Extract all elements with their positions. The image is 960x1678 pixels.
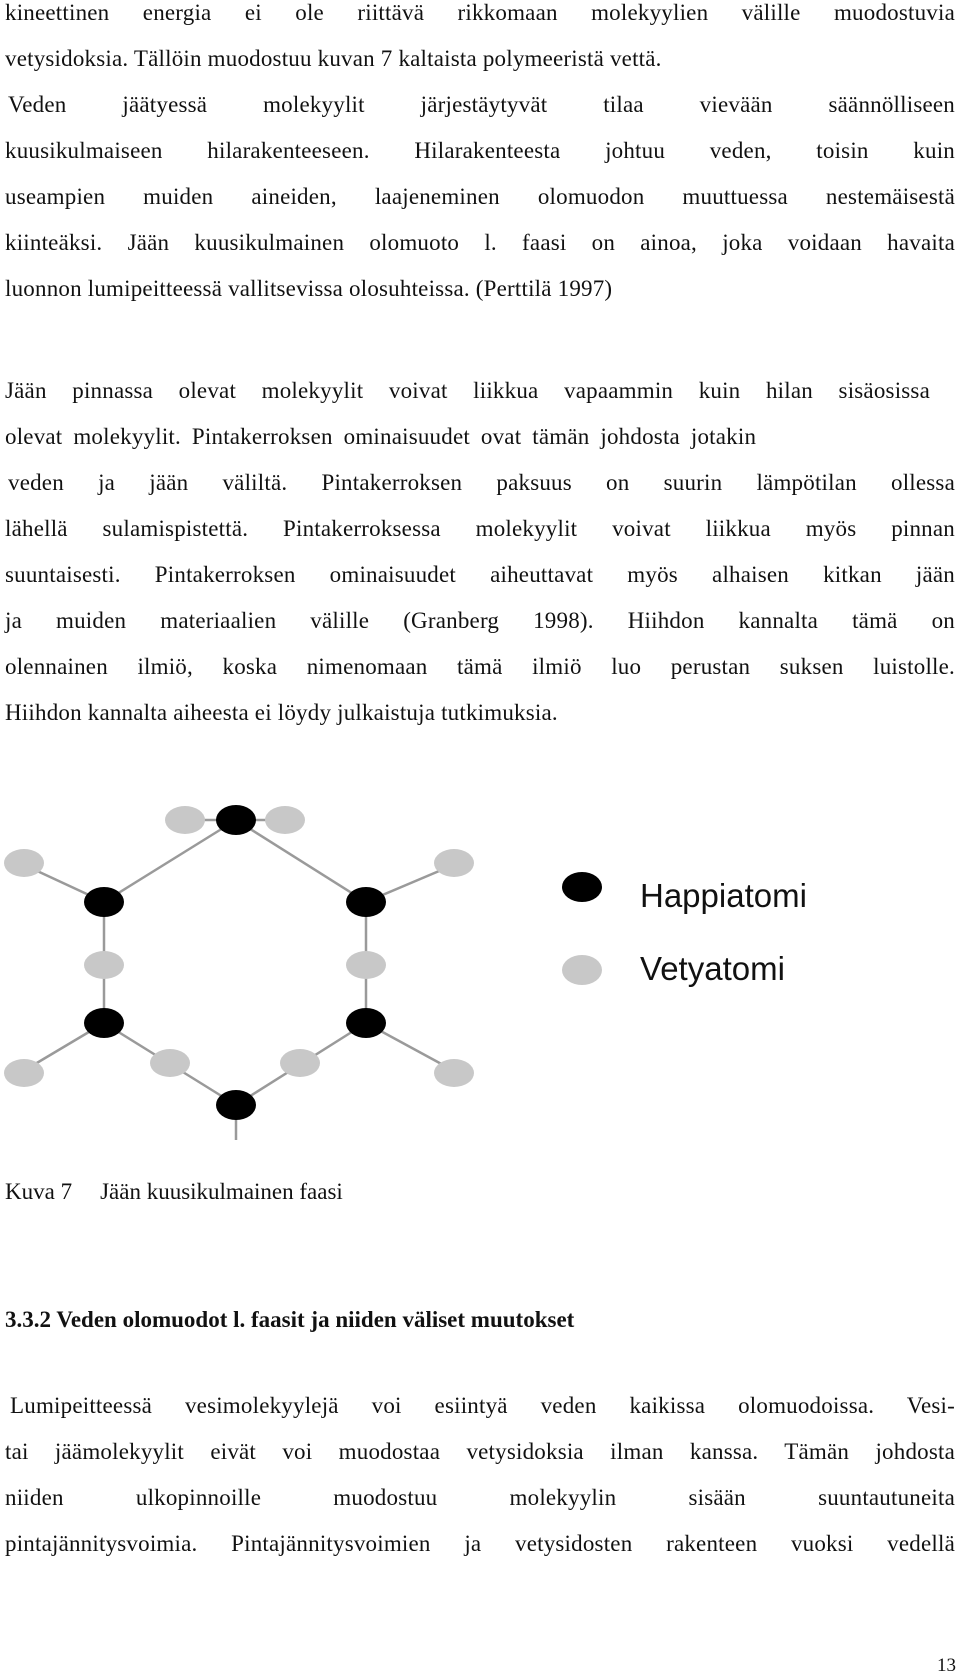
paragraph-ice-surface <box>5 368 930 460</box>
text-line: Jään pinnassa olevat molekyylit voivat liikkua vapaammin kuin hilan sisäosissa <box>5 378 930 403</box>
hydrogen-atom <box>4 849 44 877</box>
figure-hexagonal-ice <box>0 795 960 1145</box>
hydrogen-atom <box>150 1049 190 1077</box>
text-line: veden ja jään väliltä. Pintakerroksen paksuus on suurin lämpötilan ollessa <box>8 470 955 495</box>
caption-text: Jään kuusikulmainen faasi <box>100 1179 343 1204</box>
text-line: olennainen ilmiö, koska nimenomaan tämä ilmiö luo perustan suksen luistolle. <box>5 654 955 679</box>
text-line: niiden ulkopinnoille muodostuu molekyylin sisään suuntautuneita <box>5 1485 955 1510</box>
hydrogen-atom <box>165 806 205 834</box>
text-line: kineettinen energia ei ole riittävä rikkomaan molekyylien välille muodostuvia <box>5 0 955 25</box>
paragraph-phases <box>5 1383 955 1567</box>
text-line: luonnon lumipeitteessä vallitsevissa olosuhteissa. (Perttilä 1997) <box>5 276 613 301</box>
oxygen-atom <box>216 1090 256 1120</box>
caption-number: Kuva 7 <box>5 1179 73 1204</box>
oxygen-atom <box>216 805 256 835</box>
figure-caption <box>5 1177 343 1207</box>
text-line: ja muiden materiaalien välille (Granberg 1998). Hiihdon kannalta tämä on <box>5 608 955 633</box>
legend-hydrogen-label: Vetyatomi <box>640 950 785 987</box>
text-line: pintajännitysvoimia. Pintajännitysvoimien ja vetysidosten rakenteen vuoksi vedellä <box>5 1531 955 1556</box>
page-number: 13 <box>937 1655 956 1676</box>
oxygen-atom <box>346 1008 386 1038</box>
text-line: Veden jäätyessä molekyylit järjestäytyvät tilaa vievään säännölliseen <box>8 92 955 117</box>
text-line: kiinteäksi. Jään kuusikulmainen olomuoto l. faasi on ainoa, joka voidaan havaita <box>5 230 955 255</box>
hydrogen-atom <box>4 1059 44 1087</box>
hydrogen-atom <box>434 1059 474 1087</box>
legend <box>562 872 807 987</box>
paragraph-ice-surface-cont <box>5 460 955 736</box>
text-line: kuusikulmaiseen hilarakenteeseen. Hilarakenteesta johtuu veden, toisin kuin <box>5 138 955 163</box>
text-line: olevat molekyylit. Pintakerroksen ominaisuudet ovat tämän johdosta jotakin <box>5 424 757 449</box>
hydrogen-atom <box>265 806 305 834</box>
text-line: useampien muiden aineiden, laajeneminen olomuodon muuttuessa nestemäisestä <box>5 184 955 209</box>
legend-oxygen-label: Happiatomi <box>640 877 807 914</box>
ice-lattice-diagram <box>0 795 960 1145</box>
hydrogen-atom <box>280 1049 320 1077</box>
text-line: suuntaisesti. Pintakerroksen ominaisuudet aiheuttavat myös alhaisen kitkan jään <box>5 562 955 587</box>
legend-oxygen-swatch <box>562 872 602 902</box>
bond <box>236 820 366 902</box>
text-line: Lumipeitteessä vesimolekyylejä voi esiintyä veden kaikissa olomuodoissa. Vesi- <box>10 1393 955 1418</box>
text-line: vetysidoksia. Tällöin muodostuu kuvan 7 kaltaista polymeeristä vettä. <box>5 46 662 71</box>
section-heading: 3.3.2 Veden olomuodot l. faasit ja niiden väliset muutokset <box>5 1307 575 1332</box>
oxygen-atom <box>84 887 124 917</box>
text-line: lähellä sulamispistettä. Pintakerroksessa molekyylit voivat liikkua myös pinnan <box>5 516 955 541</box>
paragraph-polymeric-water <box>5 0 955 312</box>
oxygen-atom <box>346 887 386 917</box>
hydrogen-atom <box>346 951 386 979</box>
oxygen-atom <box>84 1008 124 1038</box>
bond <box>104 820 236 902</box>
text-line: Hiihdon kannalta aiheesta ei löydy julkaistuja tutkimuksia. <box>5 700 558 725</box>
text-line: tai jäämolekyylit eivät voi muodostaa vetysidoksia ilman kanssa. Tämän johdosta <box>5 1439 955 1464</box>
oxygen-atoms <box>84 805 386 1120</box>
hydrogen-atom <box>434 849 474 877</box>
hydrogen-atoms <box>4 806 474 1087</box>
legend-hydrogen-swatch <box>562 955 602 985</box>
hydrogen-atom <box>84 951 124 979</box>
